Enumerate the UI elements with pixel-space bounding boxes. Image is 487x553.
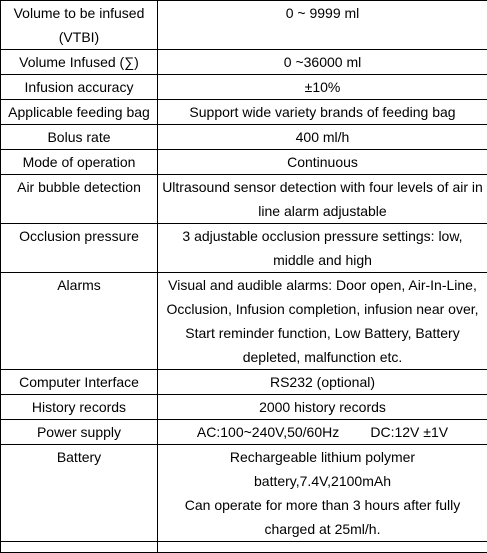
spec-value-line: 3 adjustable occlusion pressure settings: low,: [160, 224, 485, 248]
spec-value-line: Support wide variety brands of feeding bag: [160, 100, 485, 124]
spec-label: [1, 100, 158, 125]
table-row: [1, 395, 487, 420]
spec-label-line: Applicable feeding bag: [3, 100, 155, 124]
spec-label-line: Mode of operation: [3, 150, 155, 174]
spec-value-line: Continuous: [160, 150, 485, 174]
spec-value-line: Visual and audible alarms: Door open, Air-In-Line,: [160, 273, 485, 297]
spec-value-line: Rechargeable lithium polymer: [160, 445, 485, 469]
spec-label-line: Alarms: [3, 273, 155, 297]
spec-value-line: middle and high: [160, 248, 485, 272]
table-row: [1, 175, 487, 224]
spec-value-line: battery,7.4V,2100mAh: [160, 469, 485, 493]
table-row: [1, 542, 487, 553]
spec-label-line: Volume Infused (∑): [3, 50, 155, 74]
spec-value: [158, 542, 487, 553]
spec-value: [158, 100, 487, 125]
spec-label-line: Volume to be infused: [3, 1, 155, 25]
spec-value: [158, 1, 487, 50]
spec-value: [158, 125, 487, 150]
spec-value: [158, 224, 487, 273]
spec-label-line: Bolus rate: [3, 125, 155, 149]
spec-value: [158, 370, 487, 395]
spec-value-line: Ultrasound sensor detection with four levels of air in: [160, 175, 485, 199]
table-row: [1, 273, 487, 370]
spec-label: [1, 542, 158, 553]
spec-value: [158, 150, 487, 175]
table-row: [1, 100, 487, 125]
table-row: [1, 370, 487, 395]
spec-label: [1, 1, 158, 50]
spec-value-line: 0 ~ 9999 ml: [160, 1, 485, 25]
spec-label: [1, 50, 158, 75]
table-row: [1, 50, 487, 75]
spec-value-line: Can operate for more than 3 hours after fully: [160, 493, 485, 517]
spec-label: [1, 125, 158, 150]
spec-label-line: Occlusion pressure: [3, 224, 155, 248]
spec-value-line: Start reminder function, Low Battery, Battery: [160, 321, 485, 345]
spec-value: [158, 420, 487, 445]
table-row: [1, 445, 487, 542]
spec-value-line: RS232 (optional): [160, 370, 485, 394]
spec-label: [1, 370, 158, 395]
table-row: [1, 125, 487, 150]
spec-label: [1, 224, 158, 273]
table-row: [1, 420, 487, 445]
spec-value-line: 0 ~36000 ml: [160, 50, 485, 74]
spec-value: [158, 75, 487, 100]
spec-value-line: Occlusion, Infusion completion, infusion near over,: [160, 297, 485, 321]
spec-label-line: Battery: [3, 445, 155, 469]
spec-label-line: Computer Interface: [3, 370, 155, 394]
spec-value-line: 400 ml/h: [160, 125, 485, 149]
spec-label-line: Infusion accuracy: [3, 75, 155, 99]
spec-value: [158, 175, 487, 224]
spec-value-line: charged at 25ml/h.: [160, 517, 485, 541]
spec-label: [1, 420, 158, 445]
table-row: [1, 75, 487, 100]
spec-value: [158, 50, 487, 75]
spec-label: [1, 445, 158, 542]
spec-label: [1, 395, 158, 420]
spec-value-line: 2000 history records: [160, 395, 485, 419]
spec-value-line: ±10%: [160, 75, 485, 99]
spec-value-line: AC:100~240V,50/60Hz DC:12V ±1V: [160, 420, 485, 444]
spec-label: [1, 150, 158, 175]
spec-label: [1, 75, 158, 100]
spec-label: [1, 175, 158, 224]
table-row: [1, 1, 487, 50]
spec-label-line: History records: [3, 395, 155, 419]
spec-value: [158, 273, 487, 370]
table-row: [1, 224, 487, 273]
spec-label-line: Power supply: [3, 420, 155, 444]
spec-value-line: depleted, malfunction etc.: [160, 345, 485, 369]
spec-label: [1, 273, 158, 370]
spec-value-line: line alarm adjustable: [160, 199, 485, 223]
spec-label-line: (VTBI): [3, 25, 155, 49]
spec-value: [158, 445, 487, 542]
table-row: [1, 150, 487, 175]
spec-label-line: Air bubble detection: [3, 175, 155, 199]
spec-value: [158, 395, 487, 420]
